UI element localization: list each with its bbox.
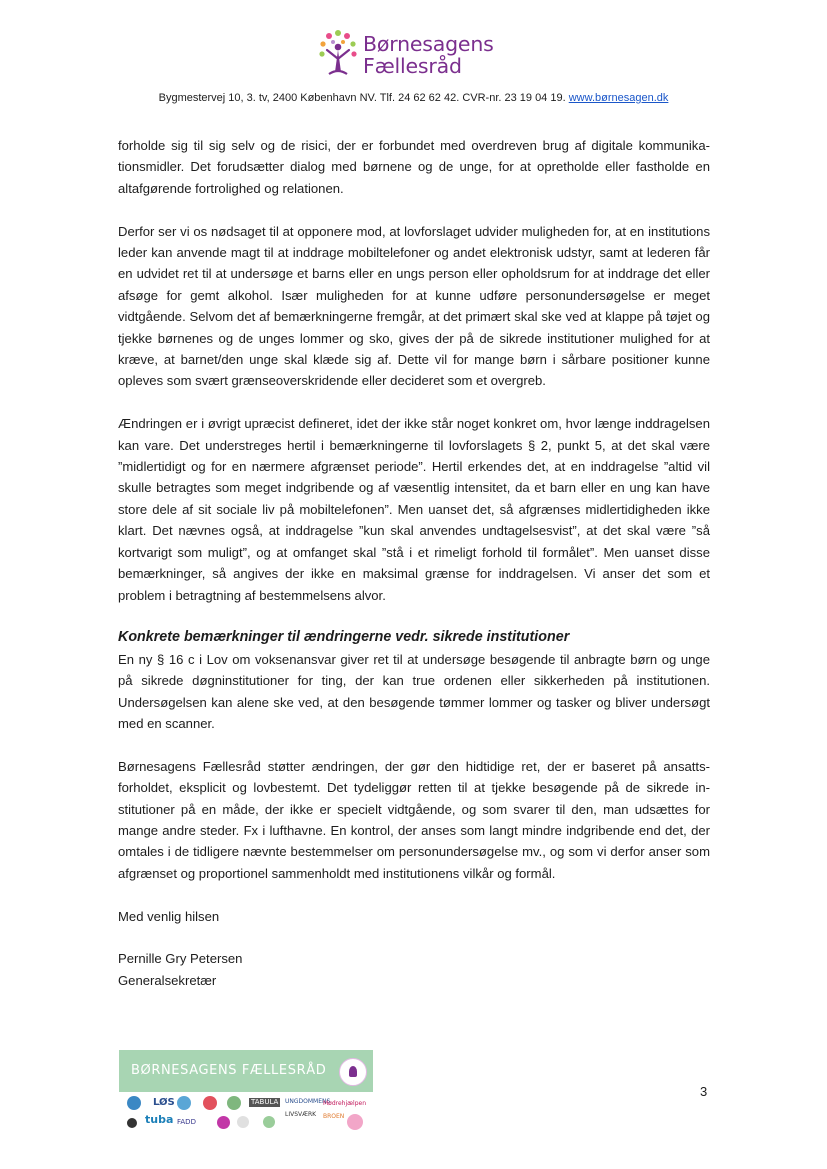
section-heading: Konkrete bemærkninger til ændringerne vedr. sikrede institutioner: [118, 629, 570, 646]
address-text: Bygmestervej 10, 3. tv, 2400 København NV. Tlf. 24 62 62 42. CVR-nr. 23 19 04 19.: [158, 92, 566, 104]
organization-logo: [318, 28, 518, 78]
partner-banner: [119, 1050, 373, 1133]
page-number: 3: [700, 1084, 708, 1099]
address-line: [0, 92, 827, 104]
partner-logo-modrehjaelpen: Mødrehjælpen: [323, 1100, 367, 1107]
partner-logo-icon: [263, 1116, 275, 1128]
partner-logo-livsvaerk: LIVSVÆRK: [285, 1111, 317, 1118]
partner-logo-icon: [127, 1096, 141, 1110]
partner-logo-ungdommens: UNGDOMMENS: [285, 1098, 331, 1105]
partner-logo-tuba: tuba: [145, 1113, 174, 1126]
banner-title: BØRNESAGENS FÆLLESRÅD: [131, 1063, 327, 1078]
paragraph-5: Børnesagens Fællesråd støtter ændringen, der gør den hidtidige ret, der er baseret på ansattsforholdet, eksplicit og lovbestemt. Det tydeliggør retten til at tjekke besøgende på de sikrede institutioner på en måde, der ikke er specielt vidtgående, og som svarer til den, man udsættes for mange andre steder. Fx i lufthavne. En kontrol, der anses som langt mindre indgribende end det, der omtales i de tidligere nævnte bestemmelser om personundersøgelse mv., og som vi derfor anser som afgrænset og proportionel sammenholdt med institutionens vilkår og formål.: [118, 758, 710, 881]
logo-text-line1: Børnesagens: [363, 32, 494, 56]
partner-logo-icon: [237, 1116, 249, 1128]
partner-logo-icon: [177, 1096, 191, 1110]
closing: Med venlig hilsen: [118, 908, 220, 924]
website-link[interactable]: www.børnesagen.dk: [568, 92, 669, 104]
seal-icon: [339, 1058, 367, 1086]
partner-logo-icon: [127, 1118, 137, 1128]
partner-logo-fadd: FADD: [177, 1118, 196, 1126]
paragraph-4: En ny § 16 c i Lov om voksenansvar giver ret til at undersøge besøgende til anbragte børn og unge på sikrede døgninstitutioner for ting, der kan true ordenen eller sikkerheden på institutionen. Undersøgelsen kan alene ske ved, at den besøgende tømmer lommer og tasker og bliver undersøgt med en scanner.: [118, 651, 710, 731]
partner-logo-broen: BROEN: [323, 1113, 345, 1120]
partner-logo-icon: [203, 1096, 217, 1110]
partner-logo-icon: [217, 1116, 230, 1129]
partner-logo-tabula: TABULA: [251, 1098, 279, 1106]
signer-name: Pernille Gry Petersen: [118, 951, 243, 967]
signer-title: Generalsekretær: [118, 972, 217, 988]
tree-logo-icon: [318, 28, 358, 78]
paragraph-2: Derfor ser vi os nødsaget til at opponere mod, at lovforslaget udvider muligheden for, at en institutions leder kan anvende magt til at inddrage mobiltelefoner og andet elektronisk udstyr, samt at lederen får en udvidet ret til at undersøge et barns eller en ungs person eller opholdsrum for at inddrage det eller afsøge for gemt alkohol. Især muligheden for at kunne udføre personundersøgelse er meget vidtgående. Selvom det af bemærkningerne fremgår, at det primært skal ske ved at klappe på tøjet og tjekke børnenes og de unges lommer og sko, gives der på de sikrede institutioner mulighed for at kræve, at barnet/den unge skal klæde sig af. Dette vil for mange børn i sårbare positioner kunne opleves som svært grænseoverskridende eller decideret som et overgreb.: [118, 223, 710, 389]
letter-body: [118, 135, 710, 991]
banner-header: [119, 1050, 373, 1092]
logo-text-line2: Fællesråd: [363, 54, 462, 78]
partner-logo-icon: [227, 1096, 241, 1110]
partner-logo-icon: [347, 1114, 363, 1130]
paragraph-3: Ændringen er i øvrigt upræcist defineret, idet der ikke står noget konkret om, hvor længe inddragelsen kan vare. Det understreges hertil i bemærkningerne til lovforslagets § 2, punkt 5, at det skal være ”midlertidigt og for en nærmere afgrænset periode”. Hertil erkendes det, at en inddragelse ”altid vil skulle betragtes som meget indgribende og af væsentlig intensitet, da et barn eller en ung kan have store dele af sit sociale liv på mobiltelefonen”. Men uanset det, så afgrænses midlertidigheden ikke klart. Det nævnes også, at inddragelse ”kun skal anvendes undtagelsesvist”, at det skal være ”så kortvarigt som muligt”, og at omfanget skal ”stå i et rimeligt forhold til formålet”. Men uanset disse bemærkninger, så angives der ikke en maksimal grænse for inddragelsen. Vi anser det som et problem i betragtning af bestemmelsens alvor.: [118, 416, 710, 603]
partner-logo-los: LØS: [153, 1097, 175, 1108]
paragraph-1: forholde sig til sig selv og de risici, der er forbundet med overdreven brug af digitale kommunikationsmidler. Det forudsætter dialog med børnene og de unge, for at opretholde eller fastholde en altafgørende fortrolighed og relationen.: [118, 138, 710, 196]
